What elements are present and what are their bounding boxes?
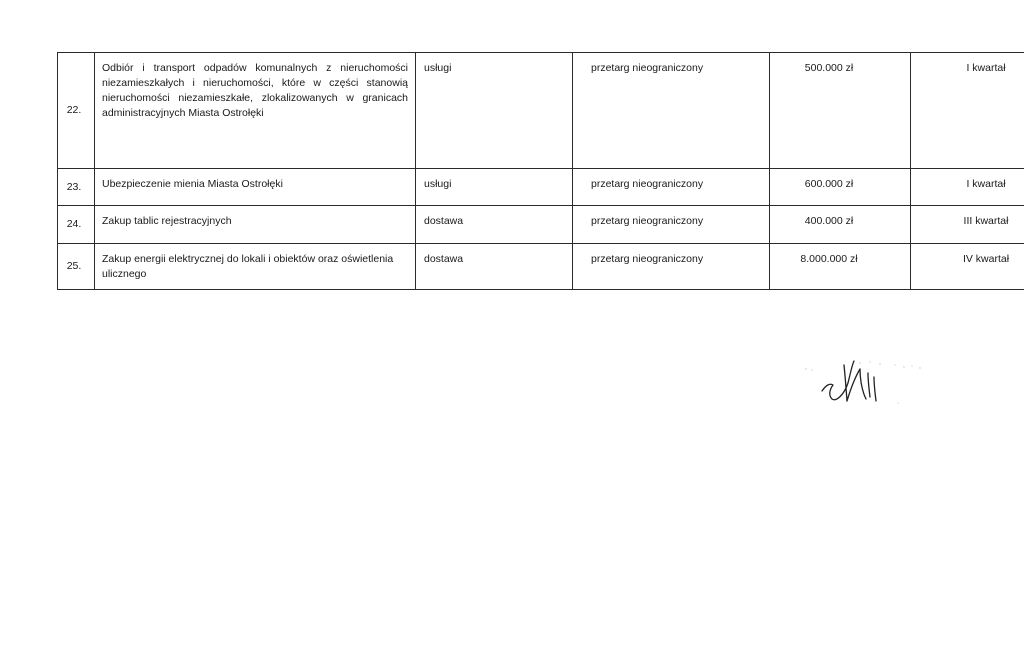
row-procedure: przetarg nieograniczony: [573, 53, 770, 169]
row-order-type: usługi: [416, 53, 573, 169]
row-value: 8.000.000 zł: [770, 244, 911, 290]
row-quarter: I kwartał: [911, 169, 1024, 206]
row-procedure: przetarg nieograniczony: [573, 206, 770, 244]
row-procedure: przetarg nieograniczony: [573, 169, 770, 206]
row-description: Odbiór i transport odpadów komunalnych z nieruchomości niezamieszkałych i nieruchomości, które w części stanowią nieruchomości niezamieszkałe, zlokalizowanych w granicach administracyjnych Miasta Ostrołęki: [95, 53, 416, 169]
row-order-type: dostawa: [416, 244, 573, 290]
row-order-type: dostawa: [416, 206, 573, 244]
table-row: [58, 53, 1024, 169]
table-row: [58, 169, 1024, 206]
row-quarter: I kwartał: [911, 53, 1024, 169]
row-description: Zakup tablic rejestracyjnych: [95, 206, 416, 244]
row-value: 500.000 zł: [770, 53, 911, 169]
row-description: Ubezpieczenie mienia Miasta Ostrołęki: [95, 169, 416, 206]
row-value: 600.000 zł: [770, 169, 911, 206]
table-row: [58, 244, 1024, 290]
row-value: 400.000 zł: [770, 206, 911, 244]
row-number: 24.: [58, 206, 95, 244]
row-quarter: IV kwartał: [911, 244, 1024, 290]
handwritten-signature: [800, 355, 930, 415]
row-procedure: przetarg nieograniczony: [573, 244, 770, 290]
row-number: 22.: [58, 53, 95, 169]
row-number: 23.: [58, 169, 95, 206]
procurement-plan-table: [57, 52, 1024, 290]
row-number: 25.: [58, 244, 95, 290]
row-order-type: usługi: [416, 169, 573, 206]
row-quarter: III kwartał: [911, 206, 1024, 244]
table-row: [58, 206, 1024, 244]
row-description: Zakup energii elektrycznej do lokali i obiektów oraz oświetlenia ulicznego: [95, 244, 416, 290]
faint-stamp-marks: [805, 361, 921, 403]
